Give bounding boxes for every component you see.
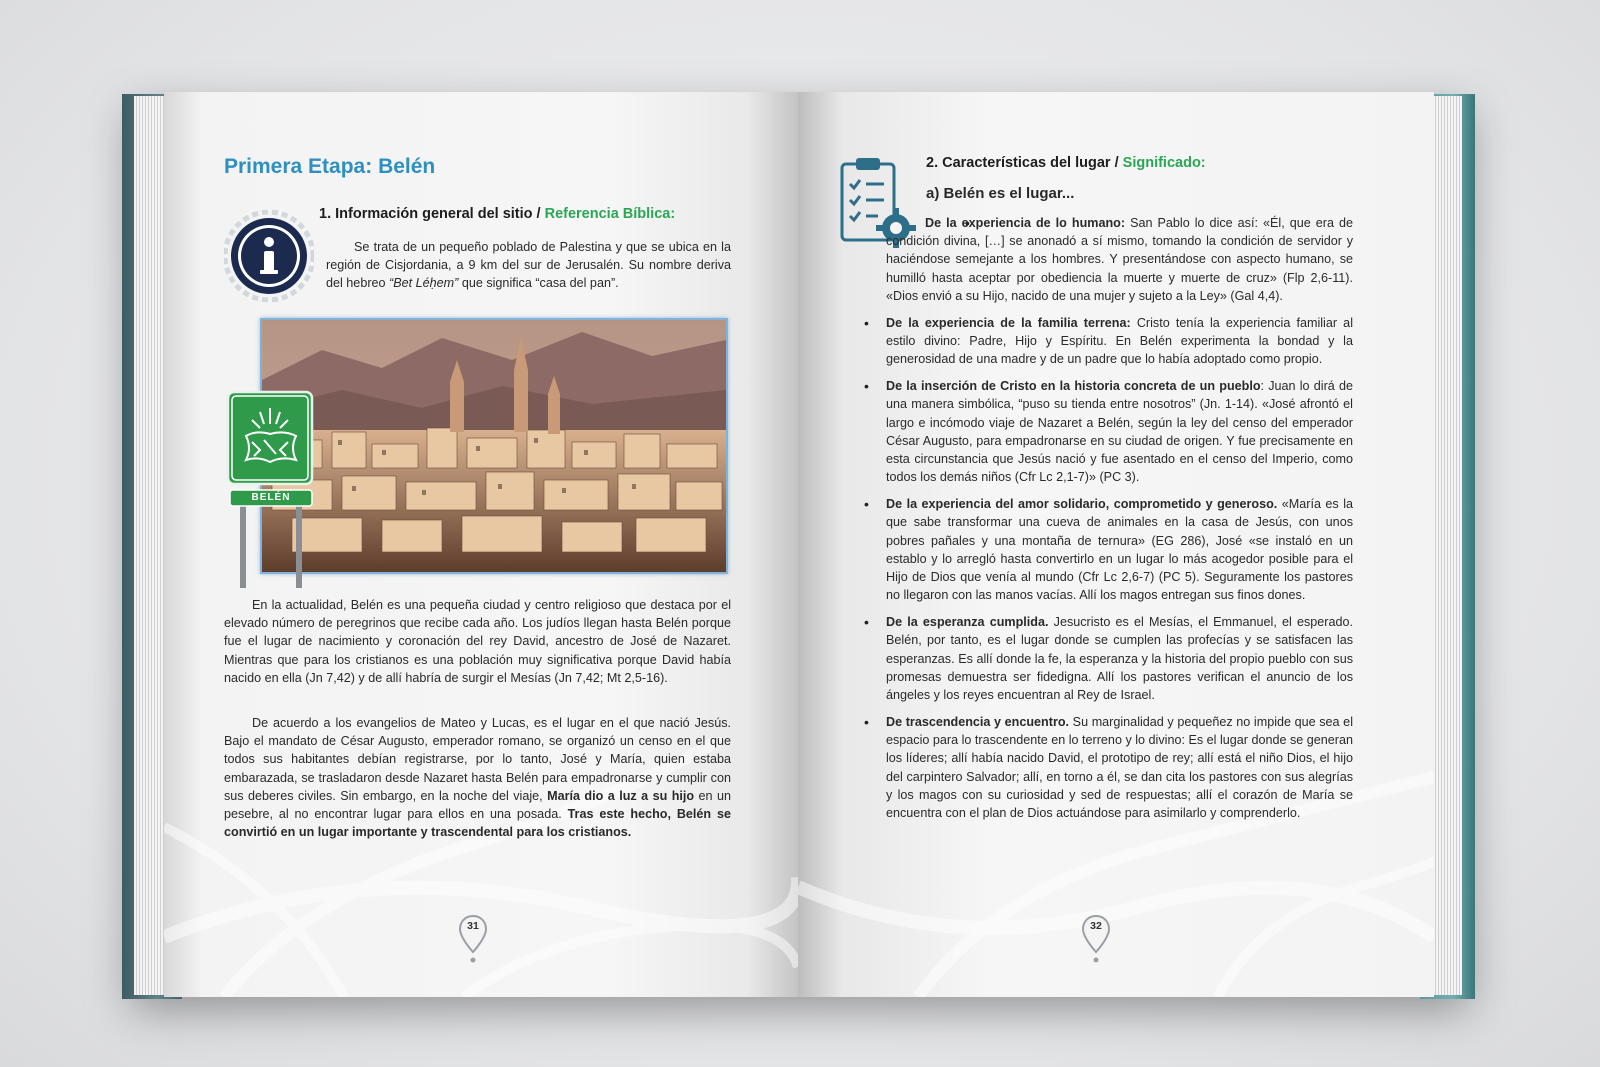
page-number-pin-32 [1081, 914, 1111, 966]
section-2-heading [926, 155, 1206, 171]
section-1-heading-text: 1. Información general del sitio / [319, 206, 545, 222]
intro-text-part1: Se trata de un pequeño poblado de Palestina y que se ubica en la región de Cisjordania, a 9 km del sur de Jerusalén. Su nombre deriva del hebreo [326, 240, 731, 291]
intro-text-part2: que significa “casa del pan”. [458, 276, 619, 291]
page-edges-right [1432, 96, 1462, 995]
section-2-heading-text: 2. Características del lugar / [926, 155, 1123, 171]
section-1-heading [319, 206, 675, 222]
paragraph-2-text-b: en un pesebre, al no encontrar lugar para ellos en una posada. [224, 788, 732, 822]
characteristics-list [886, 214, 1353, 831]
list-item [886, 214, 1353, 305]
bethlehem-city-illustration [262, 320, 726, 572]
list-item-bold: De la experiencia de la familia terrena: [886, 315, 1131, 330]
list-item-text: San Pablo lo dice así: «Él, que era de condición divina, […] se anonadó a sí mismo, tomando la condición de servidor y haciéndose semejante a los hombres. Y presentándose con aspecto humano, se humilló hasta aceptar por obediencia la muerte y muerte de cruz» (Flp 2,6-11). «Dios envió a su Hijo, nacido de una mujer y sujeto a la Ley» (Gal 4,4). [886, 216, 1353, 303]
list-item-bold: De la experiencia de lo humano: [925, 216, 1126, 230]
page-number: 32 [1090, 920, 1102, 932]
intro-hebrew-name: “Bet Léḥem” [389, 276, 459, 291]
list-item-text: Su marginalidad y pequeñez no impide que sea el espacio para lo trascendente en lo terreno y lo divino: Es el lugar donde se generan los líderes; allí había nacido David, el prototipo de rey; allí está el niño Dios, el hijo del carpintero Salvador; allí, en torno a él, se dan cita los pastores con sus alegrías y los magos con su curiosidad y sed de respuestas; allí el corazón de María se encuentra con el plan de Dios actuándose para asimilarlo y comprenderlo. [886, 715, 1353, 821]
list-item [886, 314, 1353, 369]
page-title: Primera Etapa: Belén [224, 155, 436, 178]
subheading: a) Belén es el lugar... [926, 185, 1075, 202]
paragraph-2-bold-2: Tras este hecho, Belén se convirtió en un lugar importante y trascendental para los cristianos. [224, 807, 731, 840]
list-item-bold: De la esperanza cumplida. [886, 615, 1049, 630]
paragraph-2-bold-1: María dio a luz a su hijo [547, 788, 695, 803]
bethlehem-photo [260, 318, 728, 574]
belen-road-sign [226, 390, 316, 588]
page-number: 31 [467, 920, 479, 932]
list-item-text: : Juan lo dirá de una manera simbólica, “puso su tienda entre nosotros” (Jn. 1-14). «José afrontó el largo e incómodo viaje de Nazaret a Belén, según la ley del censo del emperador César Augusto, para empadronarse en su ciudad de origen. Y fue precisamente en esta circunstancia que Jesús nació y fue asentado en el censo del Imperio, como todos los demás niños (Cfr Lc 2,1-7)» (PC 3). [886, 379, 1353, 485]
section-1-heading-green: Referencia Bíblica: [544, 206, 676, 222]
right-page [798, 92, 1434, 997]
paragraph-1: En la actualidad, Belén es una pequeña ciudad y centro religioso que destaca por el elevado número de peregrinos que recibe cada año. Los judíos llegan hasta Belén porque fue el lugar de nacimiento y coronación del rey David, ancestro de José de Nazaret. Mientras que para los cristianos es una población muy significativa porque David había nacido en ella (Jn 7,42) y de allí habría de surgir el Mesías (Jn 7,42; Mt 2,5-16). [224, 598, 731, 685]
list-item-text: Jesucristo es el Mesías, el Emmanuel, el esperado. Belén, por tanto, es el lugar donde se cumplen las profecías y se satisfacen las esperanzas. Es allí donde la fe, la esperanza y la historia del propio pueblo con sus promesas demuestra ser fidedigna. Allí los pastores verifican el anuncio de los ángeles y los reyes encuentran al Rey de Israel. [886, 615, 1354, 703]
list-item-bold: De la experiencia del amor solidario, comprometido y generoso. [886, 497, 1278, 512]
list-item-text: Cristo tenía la experiencia familiar al estilo divino: Padre, Hijo y Espíritu. En Belén experimenta la bondad y la generosidad de una madre y de un padre que lo había adoptado como propio. [886, 315, 1353, 367]
road-sign-graphic [226, 390, 316, 588]
left-page [164, 92, 798, 997]
list-item [886, 613, 1353, 704]
list-item [886, 495, 1353, 604]
page-edges-left [134, 96, 166, 995]
list-item-bold: De la inserción de Cristo en la historia concreta de un pueblo [886, 379, 1261, 394]
paragraph-2-text-a: De acuerdo a los evangelios de Mateo y Lucas, es el lugar en el que nació Jesús. Bajo el mandato de César Augusto, emperador romano, se organizó un censo en el que todos sus habitantes debían registrarse, por lo tanto, José y María, quien estaba embarazada, se trasladaron desde Nazaret hasta Belén para empadronarse y cumplir con sus deberes civiles. Sin embargo, en la noche del viaje, [224, 716, 731, 803]
list-item-bold: De trascendencia y encuentro. [886, 715, 1070, 730]
list-item-text: «María es la que sabe transformar una cueva de animales en la casa de Jesús, con unos pobres pañales y una montaña de ternura» (EG 286), José «se instaló en un establo y lo arregló hasta convertirlo en un lugar lo más acogedor posible para el Hijo de Dios que venía al mundo (Cfr Lc 2,6-7) (PC 5). Seguramente los pastores no llegaron con las manos vacías. Allí los magos entregan sus finos dones. [886, 497, 1354, 603]
intro-text [326, 238, 731, 293]
list-item [886, 713, 1353, 822]
info-icon [224, 210, 314, 302]
page-number-pin-31 [458, 914, 488, 966]
paragraph-2 [224, 714, 731, 841]
list-item [886, 377, 1353, 486]
sign-label: BELÉN [251, 492, 291, 503]
section-2-heading-green: Significado: [1122, 155, 1206, 171]
